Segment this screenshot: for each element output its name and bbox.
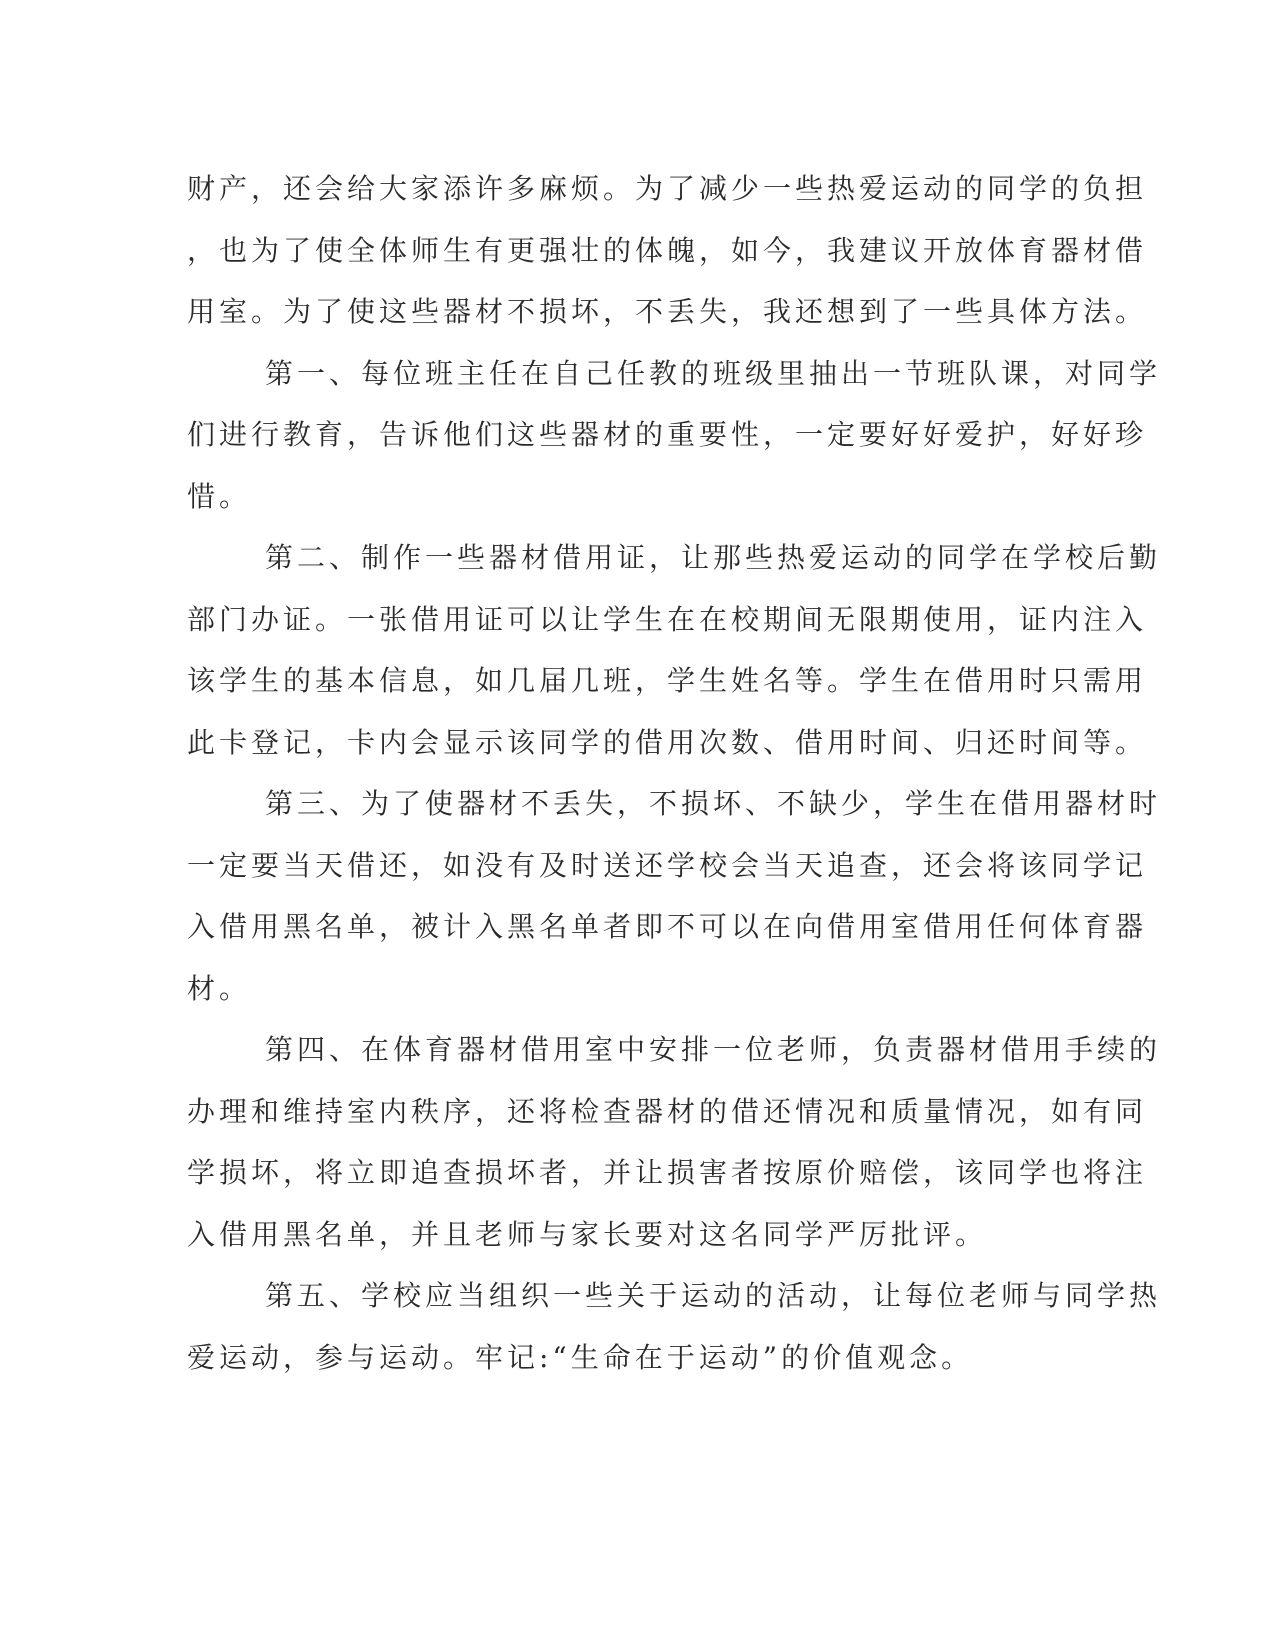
- paragraph-first-line: 第四、在体育器材借用室中安排一位老师，负责器材借用手续的: [265, 1033, 1162, 1066]
- paragraph-first-line: 第二、制作一些器材借用证，让那些热爱运动的同学在学校后勤: [265, 541, 1162, 574]
- text-line: 入借用黑名单，并且老师与家长要对这名同学严厉批评。: [187, 1217, 988, 1251]
- paragraph-first-line: 第一、每位班主任在自己任教的班级里抽出一节班队课，对同学: [265, 356, 1162, 390]
- text-line: 入借用黑名单，被计入黑名单者即不可以在向借用室借用任何体育器: [187, 910, 1148, 943]
- text-line: 财产，还会给大家添许多麻烦。为了减少一些热爱运动的同学的负担: [187, 172, 1148, 205]
- text-line: 用室。为了使这些器材不损坏，不丢失，我还想到了一些具体方法。: [187, 295, 1148, 328]
- text-line: 此卡登记，卡内会显示该同学的借用次数、借用时间、归还时间等。: [187, 725, 1148, 759]
- paragraph-first-line: 第五、学校应当组织一些关于运动的活动，让每位老师与同学热: [265, 1279, 1162, 1312]
- text-line: 惜。: [187, 479, 252, 513]
- text-line: 材。: [187, 971, 252, 1005]
- text-line: ，也为了使全体师生有更强壮的体魄，如今，我建议开放体育器材借: [187, 233, 1148, 267]
- text-line: 爱运动，参与运动。牢记:“生命在于运动”的价值观念。: [187, 1340, 974, 1374]
- text-line: 学损坏，将立即追查损坏者，并让损害者按原价赔偿，该同学也将注: [187, 1156, 1148, 1189]
- text-line: 办理和维持室内秩序，还将检查器材的借还情况和质量情况，如有同: [187, 1094, 1148, 1128]
- text-line: 一定要当天借还，如没有及时送还学校会当天追查，还会将该同学记: [187, 848, 1148, 882]
- text-line: 该学生的基本信息，如几届几班，学生姓名等。学生在借用时只需用: [187, 664, 1148, 697]
- document-body: [187, 158, 1162, 1388]
- text-line: 部门办证。一张借用证可以让学生在在校期间无限期使用，证内注入: [187, 602, 1148, 636]
- text-line: 们进行教育，告诉他们这些器材的重要性，一定要好好爱护，好好珍: [187, 418, 1148, 451]
- paragraph-first-line: 第三、为了使器材不丢失，不损坏、不缺少，学生在借用器材时: [265, 787, 1162, 820]
